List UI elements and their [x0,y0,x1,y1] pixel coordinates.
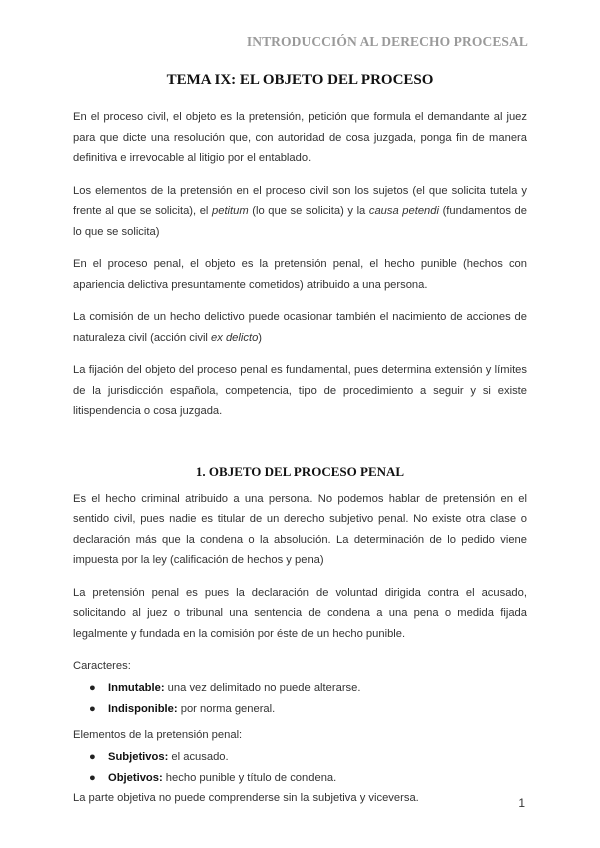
bullet-icon: ● [89,771,96,784]
running-header: INTRODUCCIÓN AL DERECHO PROCESAL [246,34,528,49]
caracteres-list [73,678,527,719]
italic-term-petitum: petitum [212,205,249,217]
page-body [73,72,527,808]
list-item [73,747,527,768]
list-item [73,768,527,789]
list-item-term: Objetivos: [108,771,163,784]
text-run: (fundamentos de lo que se solicita) [73,205,528,238]
elementos-label: Elementos de la pretensión penal: [73,729,243,741]
paragraph-penal-object: En el proceso penal, el objeto es la pretensión penal, el hecho punible (hechos con apariencia delictiva presuntamente cometidos) atribuido a una persona. [73,258,527,291]
paragraph-civil-object: En el proceso civil, el objeto es la pretensión, petición que formula el demandante al juez para que dicte una resolución que, con autoridad de cosa juzgada, ponga fin de manera definitiva e irrevocable al litigio por el entablado. [73,111,527,164]
section-spacer [73,434,527,464]
document-title: TEMA IX: EL OBJETO DEL PROCESO [166,72,434,88]
section-title: 1. OBJETO DEL PROCESO PENAL [195,463,405,479]
text-run: (lo que se solicita) y la [248,205,369,217]
paragraph-civil-action [73,307,527,348]
list-item [73,678,527,699]
closing-sentence: La parte objetiva no puede comprenderse sin la subjetiva y viceversa. [73,792,419,804]
italic-term-causa-petendi: causa petendi [368,205,439,217]
list-item-term: Inmutable: [108,682,165,694]
page-number: 1 [518,796,525,810]
paragraph-object-importance: La fijación del objeto del proceso penal es fundamental, pues determina extensión y límites de la jurisdicción española, competencia, tipo de procedimiento a seguir y si existe litispendencia o cosa juzgada. [73,364,527,417]
paragraph-criminal-fact: Es el hecho criminal atribuido a una persona. No podemos hablar de pretensión en el sentido civil, pues nadie es titular de un derecho subjetivo penal. No existe otra clase o declaración más que la condena o la absolución. La determinación de lo pedido viene impuesta por la ley (calificación de hechos y pena) [73,492,527,566]
list-item-desc: por norma general. [177,702,276,715]
bullet-icon: ● [89,702,96,715]
text-run: La comisión de un hecho delictivo puede ocasionar también el nacimiento de acciones de naturaleza civil (acción civil [73,311,527,344]
paragraph-civil-elements [73,181,527,243]
italic-term-ex-delicto: ex delicto [211,331,259,344]
bullet-icon: ● [89,682,96,694]
list-item-term: Indisponible: [108,702,178,715]
list-item-desc: una vez delimitado no puede alterarse. [164,682,361,694]
list-item [73,699,527,720]
paragraph-penal-pretension: La pretensión penal es pues la declaración de voluntad dirigida contra el acusado, solicitando al juez o tribunal una sentencia de condena a una pena o medida fijada legalmente y fundada en la comisión por éste de un hecho punible. [73,586,527,640]
elementos-list [73,747,527,788]
bullet-icon: ● [89,751,96,763]
text-run: Los elementos de la pretensión en el proceso civil son los sujetos (el que solicita tutela y frente al que se solicita), el [73,184,527,217]
list-item-desc: hecho punible y título de condena. [162,771,337,784]
text-run: ) [258,331,263,344]
list-item-desc: el acusado. [168,751,229,763]
caracteres-label: Caracteres: [73,660,131,672]
list-item-term: Subjetivos: [108,751,169,763]
